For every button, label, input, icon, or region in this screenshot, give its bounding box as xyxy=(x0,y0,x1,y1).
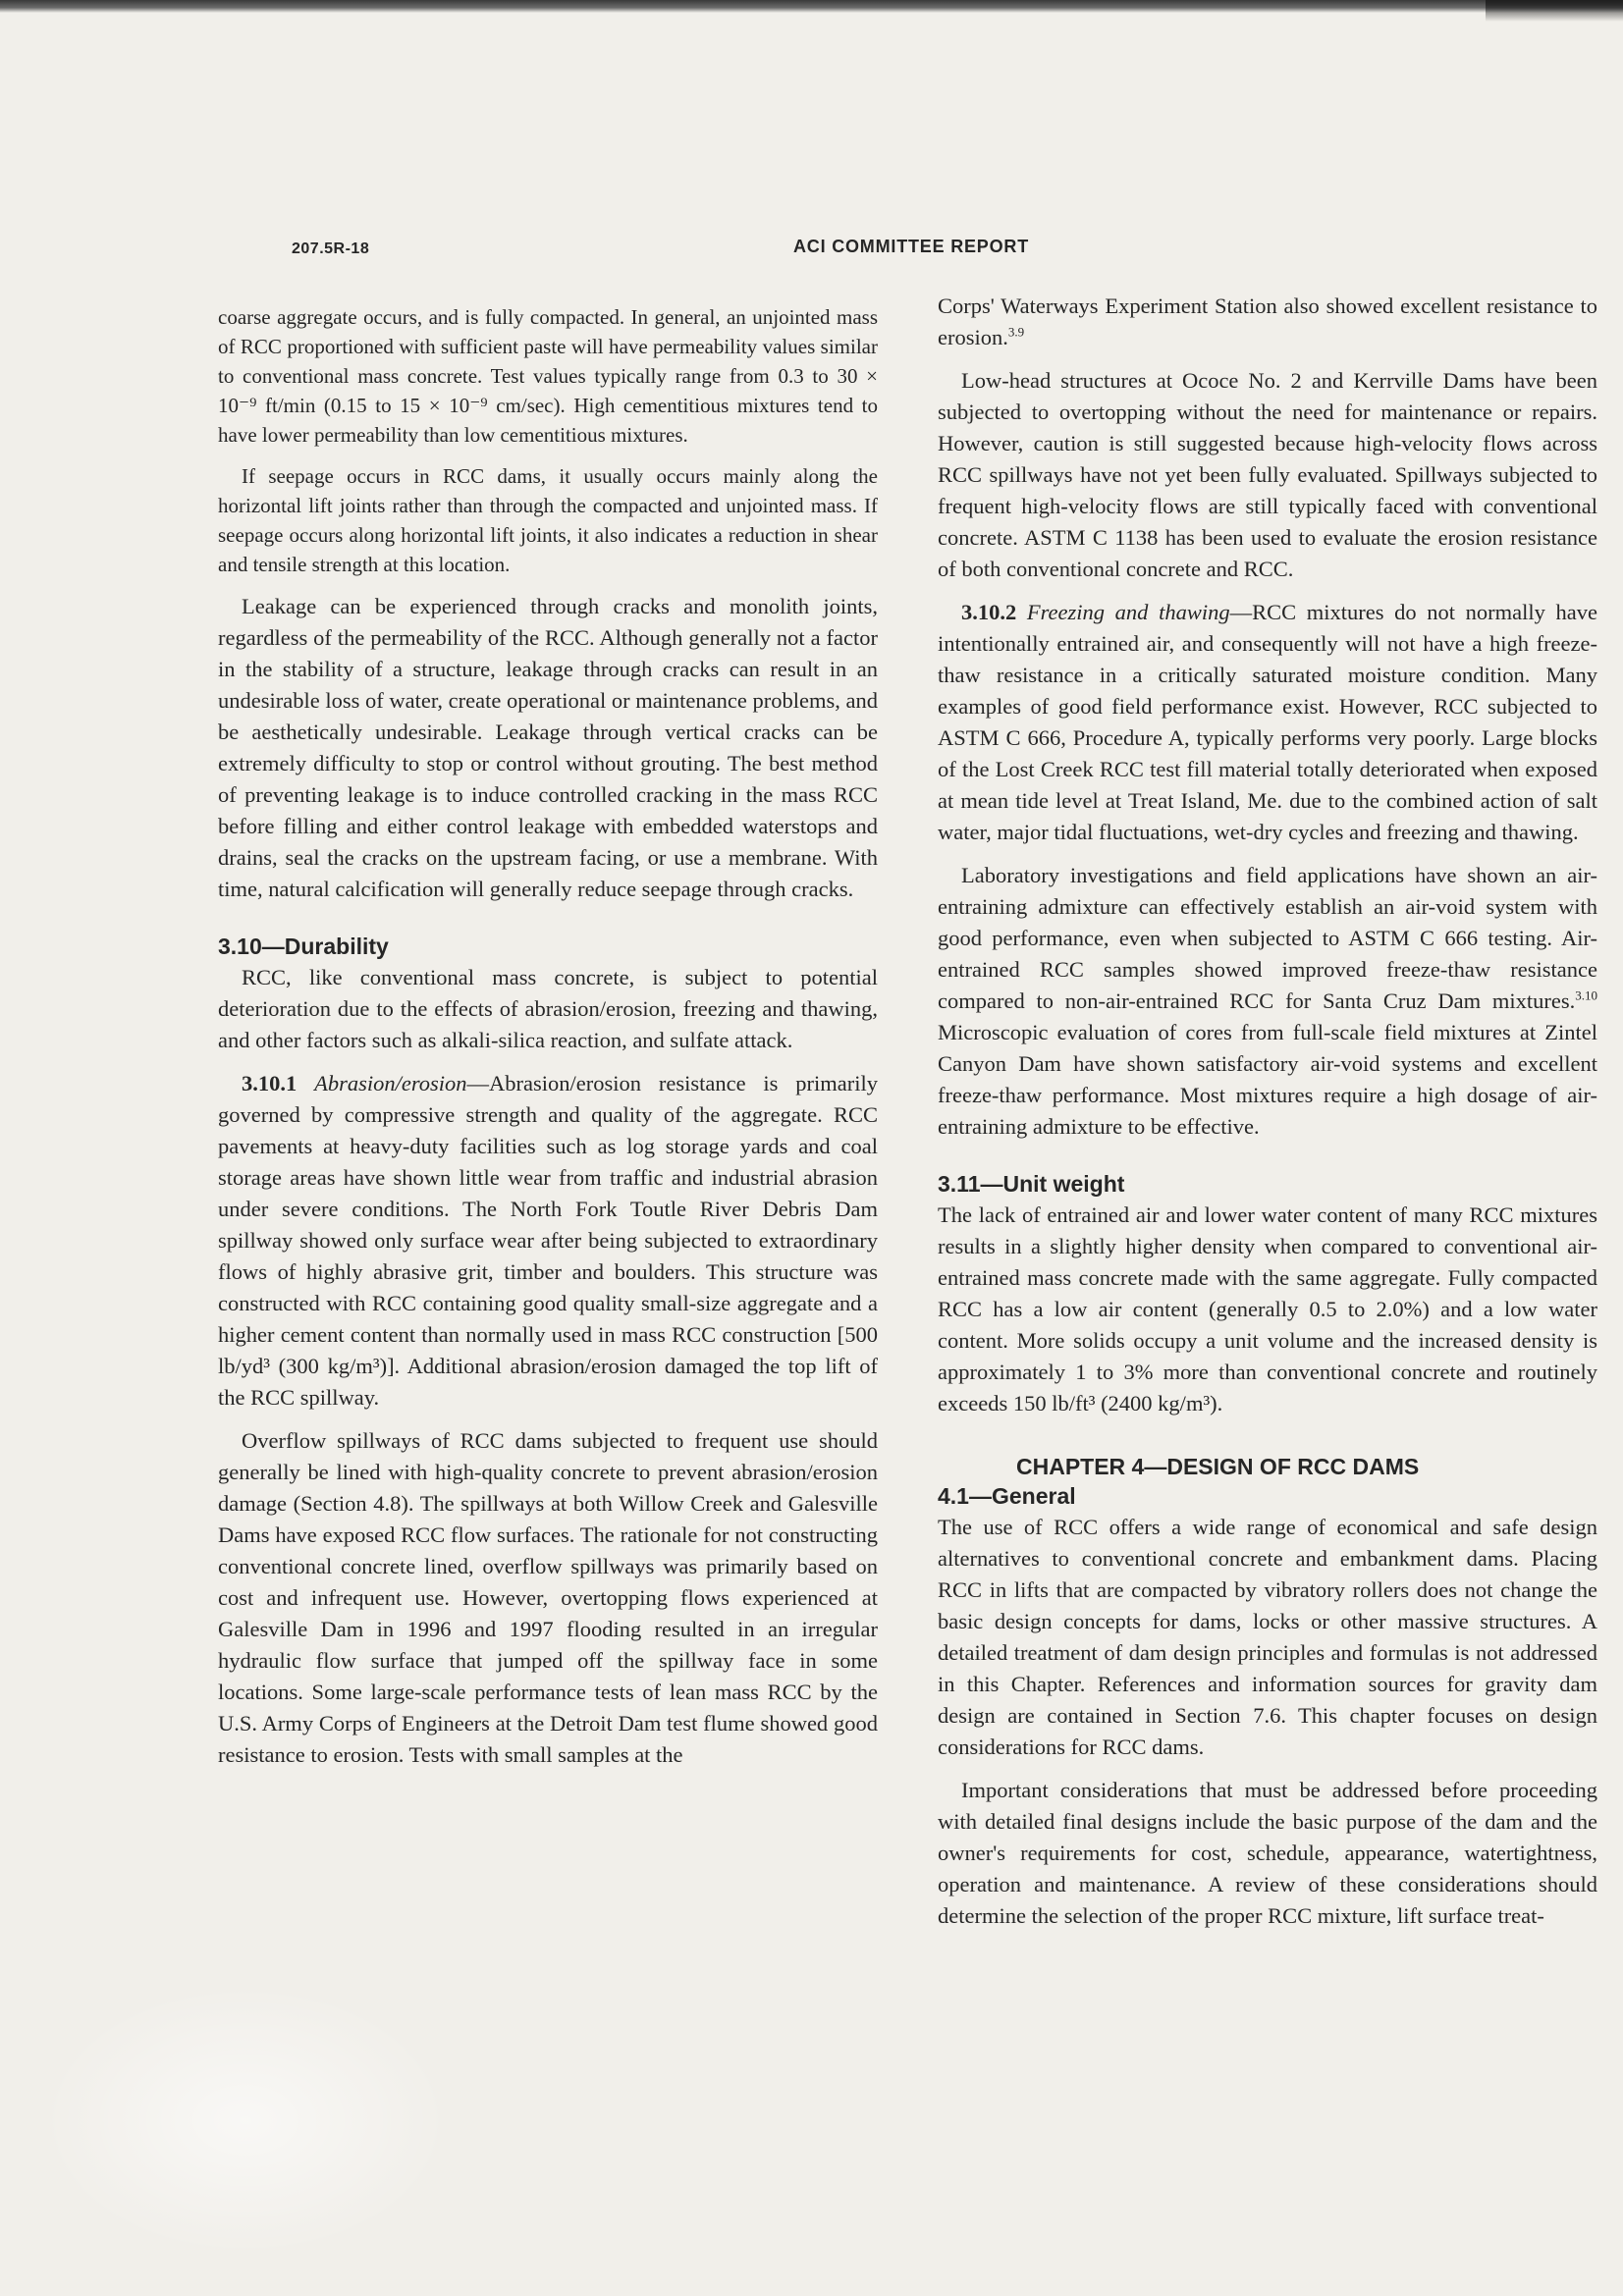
paragraph-erosion-continued xyxy=(938,291,1597,353)
paragraph-durability-intro: RCC, like conventional mass concrete, is subject to potential deterioration due to the effects of abrasion/erosion, freezing and thawing, and other factors such as alkali-silica reaction, and sulfate attack. xyxy=(218,965,878,1052)
subsection-text: —RCC mixtures do not normally have intentionally entrained air, and consequently will not have a high freeze-thaw resistance in a critically saturated moisture condition. Many examples of good field performance exist. However, RCC subjected to ASTM C 666, Procedure A, typically performs very poorly. Large blocks of the Lost Creek RCC test fill material totally deteriorated when exposed at mean tide level at Treat Island, Me. due to the combined action of salt water, major tidal fluctuations, wet-dry cycles and freezing and thawing. xyxy=(938,600,1597,844)
scan-top-edge xyxy=(0,0,1623,13)
paragraph-low-head-structures: Low-head structures at Ococe No. 2 and Kerrville Dams have been subjected to overtopping without the need for maintenance or repairs. However, caution is still suggested because high-velocity flows across RCC spillways have not yet been fully evaluated. Spillways subjected to frequent high-velocity flows are still typically faced with conventional concrete. ASTM C 1138 has been used to evaluate the erosion resistance of both conventional concrete and RCC. xyxy=(938,368,1597,581)
paragraph-abrasion-erosion xyxy=(218,1068,878,1414)
reference-superscript: 3.9 xyxy=(1007,324,1025,340)
report-title: ACI COMMITTEE REPORT xyxy=(793,237,1029,256)
section-heading-general: 4.1—General xyxy=(938,1483,1076,1509)
paragraph-text: Microscopic evaluation of cores from full-scale field mixtures at Zintel Canyon Dam have shown satisfactory air-void systems and excellent freeze-thaw performance. Most mixtures require a high dosage of air-entraining admixture to be effective. xyxy=(938,1020,1597,1139)
paragraph-freezing-thawing xyxy=(938,597,1597,848)
paragraph-leakage: Leakage can be experienced through cracks and monolith joints, regardless of the permeability of the RCC. Although generally not a factor in the stability of a structure, leakage through cracks can result in an undesirable loss of water, create operational or maintenance problems, and be aesthetically undesirable. Leakage through vertical cracks can be extremely difficulty to stop or control without grouting. The best method of preventing leakage is to induce controlled cracking in the mass RCC before filling and either control leakage with embedded waterstops and drains, seal the cracks on the upstream facing, or use a membrane. With time, natural calcification will generally reduce seepage through cracks. xyxy=(218,594,878,901)
paragraph-unit-weight: The lack of entrained air and lower water content of many RCC mixtures results in a slightly higher density when compared to conventional air-entrained mass concrete made with the same aggregate. Fully compacted RCC has a low air content (generally 0.5 to 2.0%) and a low water content. More solids occupy a unit volume and the increased density is approximately 1 to 3% more than conventional concrete and routinely exceeds 150 lb/ft³ (2400 kg/m³). xyxy=(938,1202,1597,1415)
paragraph-permeability: coarse aggregate occurs, and is fully compacted. In general, an unjointed mass of RCC proportioned with sufficient paste will have permeability values similar to conventional mass concrete. Test values typically range from 0.3 to 30 × 10⁻⁹ ft/min (0.15 to 15 × 10⁻⁹ cm/sec). High cementitious mixtures tend to have lower permeability than low cementitious mixtures. xyxy=(218,305,878,447)
paragraph-seepage: If seepage occurs in RCC dams, it usually occurs mainly along the horizontal lift joints rather than through the compacted and unjointed mass. If seepage occurs along horizontal lift joints, it also indicates a reduction in shear and tensile strength at this location. xyxy=(218,464,878,576)
paragraph-general: The use of RCC offers a wide range of economical and safe design alternatives to conventional concrete and embankment dams. Placing RCC in lifts that are compacted by vibratory rollers does not change the basic design concepts for dams, locks or other massive structures. A detailed treatment of dam design principles and formulas is not addressed in this Chapter. References and information sources for gravity dam design are contained in Section 7.6. This chapter focuses on design considerations for RCC dams. xyxy=(938,1515,1597,1759)
paragraph-overflow-spillways: Overflow spillways of RCC dams subjected to frequent use should generally be lined with high-quality concrete to prevent abrasion/erosion damage (Section 4.8). The spillways at both Willow Creek and Galesville Dams have exposed RCC flow surfaces. The rationale for not constructing conventional concrete lined, overflow spillways was primarily based on cost and infrequent use. However, overtopping flows experienced at Galesville Dam in 1996 and 1997 flooding resulted in an irregular hydraulic flow surface that jumped off the spillway face in some locations. Some large-scale performance tests of lean mass RCC by the U.S. Army Corps of Engineers at the Detroit Dam test flume showed good resistance to erosion. Tests with small samples at the xyxy=(218,1428,878,1767)
section-heading-durability: 3.10—Durability xyxy=(218,934,389,959)
paragraph-text: Corps' Waterways Experiment Station also showed excellent resistance to erosion. xyxy=(938,294,1597,349)
paragraph-important-considerations: Important considerations that must be addressed before proceeding with detailed final designs include the basic purpose of the dam and the owner's requirements for cost, schedule, appearance, watertightness, operation and maintenance. A review of these considerations should determine the selection of the proper RCC mixture, lift surface treat- xyxy=(938,1778,1597,1928)
paragraph-air-entraining xyxy=(938,860,1597,1143)
paragraph-text: Laboratory investigations and field applications have shown an air-entraining admixture can effectively establish an air-void system with good performance, even when subjected to ASTM C 666 testing. Air-entrained RCC samples showed improved freeze-thaw resistance compared to non-air-entrained RCC for Santa Cruz Dam mixtures. xyxy=(938,863,1597,1013)
left-column xyxy=(218,302,878,1783)
subsection-number: 3.10.2 xyxy=(961,600,1017,624)
subsection-title: Freezing and thawing xyxy=(1026,600,1230,624)
reference-superscript: 3.10 xyxy=(1575,988,1597,1003)
subsection-title: Abrasion/erosion xyxy=(314,1071,467,1095)
subsection-number: 3.10.1 xyxy=(242,1071,298,1095)
chapter-heading: CHAPTER 4—DESIGN OF RCC DAMS xyxy=(1016,1454,1420,1479)
subsection-text: —Abrasion/erosion resistance is primarily governed by compressive strength and quality of the aggregate. RCC pavements at heavy-duty facilities such as log storage yards and coal storage areas have shown little wear from traffic and industrial abrasion under severe conditions. The North Fork Toutle River Debris Dam spillway showed only surface wear after being subjected to extraordinary flows of highly abrasive grit, timber and boulders. This structure was constructed with RCC containing good quality small-size aggregate and a higher cement content than normally used in mass RCC construction [500 lb/yd³ (300 kg/m³)]. Additional abrasion/erosion damaged the top lift of the RCC spillway. xyxy=(218,1071,879,1410)
page-number: 207.5R-18 xyxy=(292,240,370,257)
section-heading-unit-weight: 3.11—Unit weight xyxy=(938,1171,1125,1197)
right-column xyxy=(938,291,1597,1944)
running-head xyxy=(0,237,1623,264)
scan-stain xyxy=(39,1983,452,2258)
